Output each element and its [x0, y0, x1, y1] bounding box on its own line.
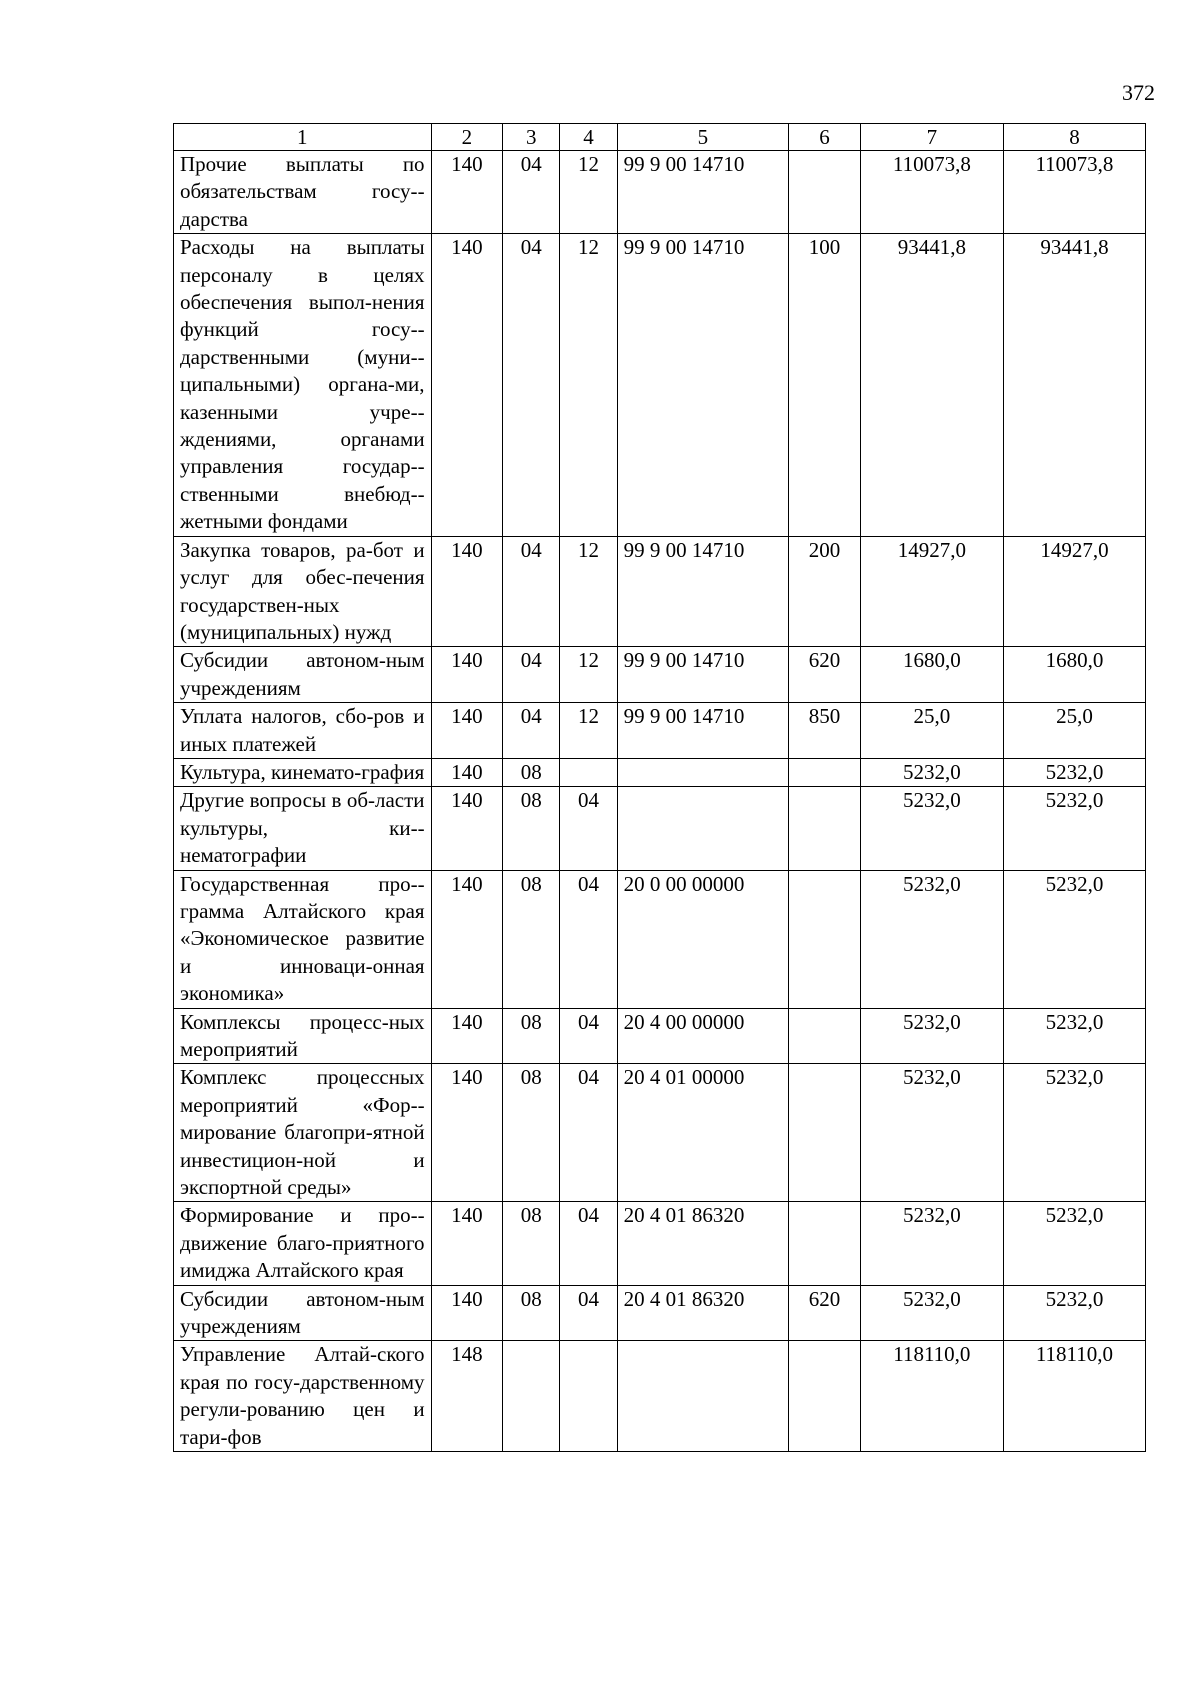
table-row — [174, 870, 1146, 1008]
row-col-3-cell: 08 — [503, 1008, 560, 1064]
row-col-8-cell: 5232,0 — [1003, 1285, 1145, 1341]
row-col-5-cell: 99 9 00 14710 — [617, 151, 789, 234]
row-col-4-cell: 12 — [560, 234, 617, 536]
header-col-7: 7 — [860, 124, 1003, 151]
row-col-2-cell: 140 — [431, 1064, 503, 1202]
row-col-5-cell: 20 0 00 00000 — [617, 870, 789, 1008]
row-col-8-cell: 5232,0 — [1003, 1202, 1145, 1285]
row-name-cell: Субсидии автоном-ным учреждениям — [174, 1285, 432, 1341]
row-col-4-cell: 12 — [560, 151, 617, 234]
row-col-3-cell: 04 — [503, 234, 560, 536]
row-col-4-cell — [560, 1341, 617, 1452]
row-col-7-cell: 5232,0 — [860, 1285, 1003, 1341]
row-col-8-cell: 110073,8 — [1003, 151, 1145, 234]
row-col-2-cell: 140 — [431, 1285, 503, 1341]
row-col-7-cell: 1680,0 — [860, 647, 1003, 703]
page-number: 372 — [1122, 80, 1155, 105]
row-col-2-cell: 140 — [431, 536, 503, 647]
row-col-3-cell: 08 — [503, 1064, 560, 1202]
row-col-4-cell — [560, 758, 617, 786]
row-col-3-cell: 08 — [503, 787, 560, 870]
row-col-6-cell: 850 — [789, 703, 861, 759]
table-body — [174, 151, 1146, 1452]
row-col-6-cell: 100 — [789, 234, 861, 536]
row-col-7-cell: 118110,0 — [860, 1341, 1003, 1452]
row-col-7-cell: 5232,0 — [860, 1064, 1003, 1202]
row-col-4-cell: 04 — [560, 1008, 617, 1064]
row-col-5-cell: 20 4 01 00000 — [617, 1064, 789, 1202]
row-name-cell: Другие вопросы в об-ласти культуры, ки-нематографии — [174, 787, 432, 870]
row-col-3-cell: 04 — [503, 151, 560, 234]
row-name-cell: Комплексы процесс-ных мероприятий — [174, 1008, 432, 1064]
row-col-2-cell: 140 — [431, 787, 503, 870]
row-col-5-cell: 99 9 00 14710 — [617, 536, 789, 647]
row-col-5-cell — [617, 787, 789, 870]
table-row — [174, 151, 1146, 234]
row-col-5-cell: 20 4 01 86320 — [617, 1202, 789, 1285]
row-col-8-cell: 5232,0 — [1003, 1008, 1145, 1064]
row-col-7-cell: 110073,8 — [860, 151, 1003, 234]
row-col-6-cell — [789, 870, 861, 1008]
row-col-6-cell — [789, 787, 861, 870]
row-col-6-cell — [789, 1064, 861, 1202]
row-name-cell: Уплата налогов, сбо-ров и иных платежей — [174, 703, 432, 759]
row-col-2-cell: 140 — [431, 151, 503, 234]
table-row — [174, 703, 1146, 759]
row-col-6-cell — [789, 1202, 861, 1285]
row-name-cell: Прочие выплаты по обязательствам госу-дарства — [174, 151, 432, 234]
row-name-cell: Расходы на выплаты персоналу в целях обеспечения выпол-нения функций госу-дарственными (муни-ципальными) органа-ми, казенными учре-ждениями, органами управления государ-ственными внебюд-жетными фондами — [174, 234, 432, 536]
row-col-7-cell: 93441,8 — [860, 234, 1003, 536]
row-col-4-cell: 04 — [560, 787, 617, 870]
table-row — [174, 1008, 1146, 1064]
budget-table — [173, 123, 1146, 1452]
row-col-8-cell: 5232,0 — [1003, 758, 1145, 786]
header-col-5: 5 — [617, 124, 789, 151]
row-name-cell: Закупка товаров, ра-бот и услуг для обес-печения государствен-ных (муниципальных) нужд — [174, 536, 432, 647]
row-col-7-cell: 5232,0 — [860, 758, 1003, 786]
row-col-8-cell: 14927,0 — [1003, 536, 1145, 647]
row-col-7-cell: 25,0 — [860, 703, 1003, 759]
row-col-2-cell: 140 — [431, 1008, 503, 1064]
header-col-3: 3 — [503, 124, 560, 151]
row-col-3-cell: 08 — [503, 870, 560, 1008]
row-col-5-cell — [617, 758, 789, 786]
table-row — [174, 1202, 1146, 1285]
row-col-3-cell: 08 — [503, 1202, 560, 1285]
row-col-2-cell: 140 — [431, 647, 503, 703]
table-row — [174, 1341, 1146, 1452]
row-col-8-cell: 25,0 — [1003, 703, 1145, 759]
row-col-4-cell: 12 — [560, 647, 617, 703]
row-col-5-cell: 20 4 01 86320 — [617, 1285, 789, 1341]
row-col-3-cell: 04 — [503, 647, 560, 703]
table-row — [174, 234, 1146, 536]
row-col-6-cell — [789, 758, 861, 786]
row-col-3-cell: 04 — [503, 703, 560, 759]
row-col-5-cell — [617, 1341, 789, 1452]
table-row — [174, 758, 1146, 786]
row-col-6-cell — [789, 1008, 861, 1064]
row-col-5-cell: 99 9 00 14710 — [617, 703, 789, 759]
row-col-7-cell: 14927,0 — [860, 536, 1003, 647]
header-col-6: 6 — [789, 124, 861, 151]
row-name-cell: Комплекс процессных мероприятий «Фор-мирование благопри-ятной инвестицион-ной и экспортной среды» — [174, 1064, 432, 1202]
header-col-2: 2 — [431, 124, 503, 151]
row-col-2-cell: 140 — [431, 703, 503, 759]
table-row — [174, 1285, 1146, 1341]
row-col-5-cell: 20 4 00 00000 — [617, 1008, 789, 1064]
row-col-7-cell: 5232,0 — [860, 870, 1003, 1008]
table-header-row — [174, 124, 1146, 151]
row-col-5-cell: 99 9 00 14710 — [617, 234, 789, 536]
table-row — [174, 787, 1146, 870]
row-col-4-cell: 04 — [560, 1064, 617, 1202]
row-col-5-cell: 99 9 00 14710 — [617, 647, 789, 703]
table-row — [174, 647, 1146, 703]
row-name-cell: Государственная про-грамма Алтайского края «Экономическое развитие и инноваци-онная экономика» — [174, 870, 432, 1008]
row-col-6-cell: 620 — [789, 647, 861, 703]
row-name-cell: Субсидии автоном-ным учреждениям — [174, 647, 432, 703]
row-col-6-cell — [789, 151, 861, 234]
row-col-8-cell: 93441,8 — [1003, 234, 1145, 536]
row-col-7-cell: 5232,0 — [860, 1202, 1003, 1285]
row-col-8-cell: 5232,0 — [1003, 870, 1145, 1008]
row-col-3-cell: 08 — [503, 1285, 560, 1341]
row-col-6-cell: 200 — [789, 536, 861, 647]
row-col-4-cell: 04 — [560, 1285, 617, 1341]
row-col-3-cell: 08 — [503, 758, 560, 786]
header-col-1: 1 — [174, 124, 432, 151]
row-name-cell: Управление Алтай-ского края по госу-дарственному регули-рованию цен и тари-фов — [174, 1341, 432, 1452]
row-col-4-cell: 04 — [560, 870, 617, 1008]
row-col-3-cell: 04 — [503, 536, 560, 647]
row-col-8-cell: 1680,0 — [1003, 647, 1145, 703]
row-col-4-cell: 12 — [560, 536, 617, 647]
row-col-6-cell: 620 — [789, 1285, 861, 1341]
row-col-8-cell: 5232,0 — [1003, 787, 1145, 870]
header-col-4: 4 — [560, 124, 617, 151]
row-col-2-cell: 140 — [431, 870, 503, 1008]
row-col-2-cell: 140 — [431, 1202, 503, 1285]
row-col-8-cell: 118110,0 — [1003, 1341, 1145, 1452]
table-row — [174, 536, 1146, 647]
row-col-6-cell — [789, 1341, 861, 1452]
row-col-7-cell: 5232,0 — [860, 787, 1003, 870]
header-col-8: 8 — [1003, 124, 1145, 151]
row-col-2-cell: 140 — [431, 234, 503, 536]
row-col-7-cell: 5232,0 — [860, 1008, 1003, 1064]
row-col-4-cell: 04 — [560, 1202, 617, 1285]
row-col-2-cell: 140 — [431, 758, 503, 786]
row-col-2-cell: 148 — [431, 1341, 503, 1452]
row-col-4-cell: 12 — [560, 703, 617, 759]
row-col-3-cell — [503, 1341, 560, 1452]
row-col-8-cell: 5232,0 — [1003, 1064, 1145, 1202]
table-row — [174, 1064, 1146, 1202]
row-name-cell: Формирование и про-движение благо-приятного имиджа Алтайского края — [174, 1202, 432, 1285]
row-name-cell: Культура, кинемато-графия — [174, 758, 432, 786]
